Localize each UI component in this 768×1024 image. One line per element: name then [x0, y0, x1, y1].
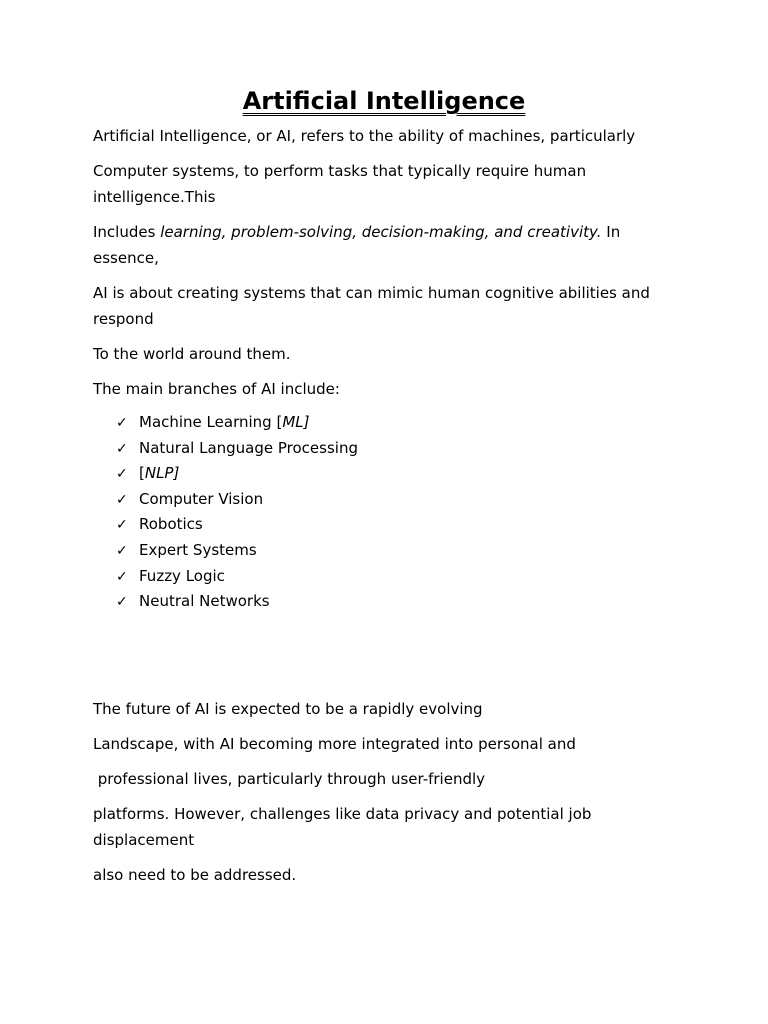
future-paragraph-5: also need to be addressed.: [93, 866, 297, 884]
branches-intro: The main branches of AI include:: [93, 380, 340, 398]
checkmark-icon: ✓: [116, 542, 128, 559]
branches-list: [116, 410, 358, 615]
future-paragraph-4: platforms. However, challenges like data privacy and potential job displacement: [93, 805, 592, 849]
checkmark-icon: ✓: [116, 594, 128, 611]
includes-suffix: In essence,: [93, 223, 621, 267]
checkmark-icon: ✓: [116, 491, 128, 508]
includes-paragraph: [93, 219, 683, 271]
list-item: [116, 512, 358, 538]
list-item: [116, 538, 358, 564]
intro-paragraph-1: Artificial Intelligence, or AI, refers to the ability of machines, particularly: [93, 127, 636, 145]
list-item: [116, 410, 358, 436]
list-item-text: Expert Systems: [139, 540, 257, 559]
list-item: [116, 564, 358, 590]
document-title: Artificial Intelligence: [242, 87, 526, 115]
list-item-italic: NLP]: [144, 464, 180, 483]
intro-paragraph-2: Computer systems, to perform tasks that typically require human intelligence.This: [93, 162, 587, 206]
about-paragraph-2: To the world around them.: [93, 345, 291, 363]
checkmark-icon: ✓: [116, 415, 128, 431]
list-item-text: Computer Vision: [139, 489, 264, 508]
list-item-text: [: [139, 464, 145, 483]
about-paragraph-1: AI is about creating systems that can mimic human cognitive abilities and respond: [93, 284, 650, 328]
list-item-italic: ML]: [282, 413, 310, 431]
list-item-text: Natural Language Processing: [139, 438, 358, 457]
list-item-text: Machine Learning [: [139, 413, 283, 431]
includes-prefix: Includes: [93, 223, 161, 241]
includes-italic: learning, problem-solving, decision-making, and creativity.: [160, 223, 602, 241]
list-item-text: Fuzzy Logic: [139, 566, 225, 585]
list-item: [116, 589, 358, 615]
future-paragraph-2: Landscape, with AI becoming more integrated into personal and: [93, 735, 576, 753]
future-paragraph-3: professional lives, particularly through user-friendly: [93, 770, 486, 788]
list-item-text: Robotics: [139, 515, 203, 534]
future-paragraph-1: The future of AI is expected to be a rapidly evolving: [93, 700, 483, 718]
list-item-text: Neutral Networks: [139, 592, 270, 611]
list-item: [116, 436, 358, 462]
checkmark-icon: ✓: [116, 466, 128, 483]
list-item: [116, 487, 358, 513]
checkmark-icon: ✓: [116, 568, 128, 585]
checkmark-icon: ✓: [116, 440, 128, 457]
list-item: [116, 461, 358, 487]
checkmark-icon: ✓: [116, 517, 128, 534]
